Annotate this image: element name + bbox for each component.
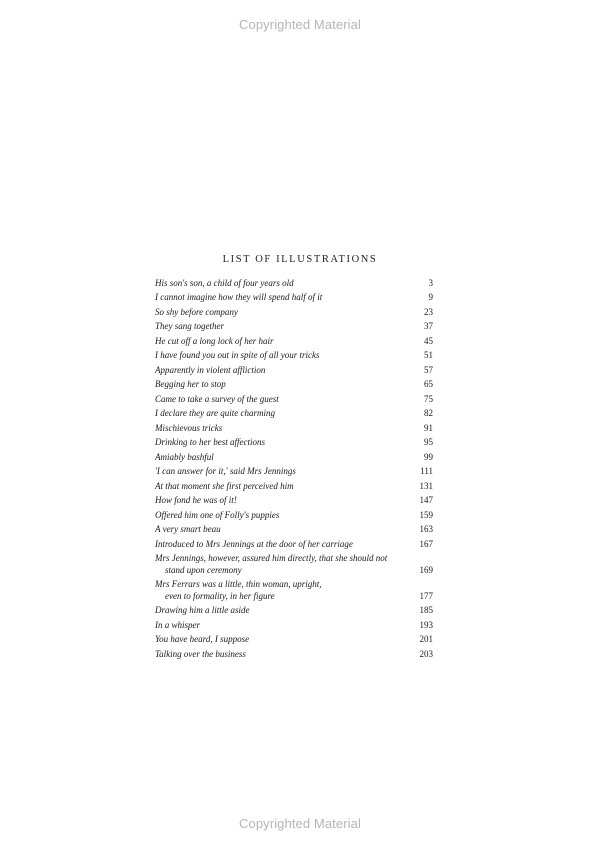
caption-line: 'I can answer for it,' said Mrs Jennings — [155, 466, 296, 477]
page-number: 159 — [419, 509, 433, 520]
caption-line: So shy before company — [155, 306, 238, 317]
list-item — [155, 423, 433, 435]
page-number: 57 — [424, 364, 433, 375]
page-number: 185 — [419, 605, 433, 616]
caption-line: Mrs Ferrars was a little, thin woman, upright, — [155, 579, 322, 590]
caption-line: How fond he was of it! — [155, 495, 237, 506]
illustration-caption — [155, 408, 403, 420]
list-item — [155, 481, 433, 493]
illustrations-list — [155, 278, 433, 663]
list-item — [155, 524, 433, 536]
illustration-caption — [155, 649, 403, 661]
page-number: 95 — [424, 437, 433, 448]
illustration-caption — [155, 481, 403, 493]
page-number: 37 — [424, 321, 433, 332]
page-title: LIST OF ILLUSTRATIONS — [222, 254, 378, 265]
list-item — [155, 495, 433, 507]
page-number: 3 — [428, 278, 433, 288]
page-number: 65 — [424, 379, 433, 390]
caption-line: Apparently in violent affliction — [155, 364, 266, 375]
list-item — [155, 605, 433, 617]
list-item — [155, 321, 433, 333]
list-item — [155, 307, 433, 319]
illustration-caption — [155, 336, 403, 348]
caption-line: I declare they are quite charming — [155, 408, 276, 419]
page-number: 169 — [419, 564, 433, 575]
caption-line: A very smart beau — [155, 524, 221, 535]
page-number: 9 — [428, 292, 433, 303]
illustration-caption — [155, 510, 403, 522]
list-item — [155, 394, 433, 406]
list-item — [155, 579, 433, 602]
page-number: 99 — [424, 451, 433, 462]
illustration-caption — [155, 539, 403, 551]
caption-line: Mischievous tricks — [155, 422, 223, 433]
caption-line: His son's son, a child of four years old — [155, 278, 294, 288]
caption-line: Offered him one of Folly's puppies — [155, 509, 280, 520]
page-number: 51 — [424, 350, 433, 361]
illustration-caption — [155, 379, 403, 391]
list-item — [155, 408, 433, 420]
page-number: 167 — [419, 538, 433, 549]
watermark-bottom: Copyrighted Material — [239, 816, 361, 831]
illustration-caption — [155, 278, 403, 290]
page-number: 201 — [419, 634, 433, 645]
illustration-caption — [155, 423, 403, 435]
caption-line: Talking over the business — [155, 648, 246, 659]
caption-line: I have found you out in spite of all your tricks — [155, 350, 320, 361]
list-item — [155, 539, 433, 551]
caption-line: Begging her to stop — [155, 379, 226, 390]
page-number: 131 — [419, 480, 433, 491]
illustration-caption — [155, 605, 403, 617]
illustration-caption — [155, 292, 403, 304]
illustration-caption — [155, 321, 403, 333]
illustration-caption — [155, 365, 403, 377]
caption-line: Drinking to her best affections — [155, 437, 265, 448]
illustration-caption — [155, 307, 403, 319]
page-number: 163 — [419, 524, 433, 535]
caption-line: He cut off a long lock of her hair — [155, 335, 274, 346]
list-item — [155, 379, 433, 391]
watermark-top: Copyrighted Material — [239, 17, 361, 32]
caption-line: stand upon ceremony — [165, 564, 242, 575]
caption-line: Drawing him a little aside — [155, 605, 250, 616]
list-item — [155, 649, 433, 661]
caption-line: In a whisper — [155, 619, 200, 630]
page-number: 45 — [424, 335, 433, 346]
page-number: 203 — [419, 648, 433, 659]
illustration-caption — [155, 437, 403, 449]
illustration-caption — [155, 524, 403, 536]
page-number: 91 — [424, 422, 433, 433]
list-item — [155, 620, 433, 632]
list-item — [155, 278, 433, 290]
caption-line: At that moment she first perceived him — [155, 480, 294, 491]
caption-line: Amiably bashful — [155, 451, 214, 462]
caption-line: Introduced to Mrs Jennings at the door of her carriage — [155, 538, 353, 549]
illustration-caption — [155, 553, 403, 576]
illustration-caption — [155, 350, 403, 362]
page-number: 193 — [419, 619, 433, 630]
page-number: 177 — [419, 590, 433, 601]
caption-line: They sang together — [155, 321, 224, 332]
page-number: 147 — [419, 495, 433, 506]
list-item — [155, 292, 433, 304]
illustration-caption — [155, 620, 403, 632]
list-item — [155, 437, 433, 449]
illustration-caption — [155, 634, 403, 646]
illustration-caption — [155, 394, 403, 406]
list-item — [155, 350, 433, 362]
list-item — [155, 452, 433, 464]
page-number: 82 — [424, 408, 433, 419]
list-item — [155, 553, 433, 576]
page-number: 75 — [424, 393, 433, 404]
illustration-caption — [155, 466, 403, 478]
list-item — [155, 466, 433, 478]
illustration-caption — [155, 495, 403, 507]
caption-line: Mrs Jennings, however, assured him directly, that she should not — [155, 553, 388, 564]
list-item — [155, 634, 433, 646]
illustration-caption — [155, 452, 403, 464]
caption-line: I cannot imagine how they will spend half of it — [155, 292, 323, 303]
illustration-caption — [155, 579, 403, 602]
caption-line: even to formality, in her figure — [165, 590, 275, 601]
list-item — [155, 510, 433, 522]
page-number: 23 — [424, 306, 433, 317]
caption-line: Came to take a survey of the guest — [155, 393, 279, 404]
list-item — [155, 365, 433, 377]
page-number: 111 — [420, 466, 433, 477]
list-item — [155, 336, 433, 348]
caption-line: You have heard, I suppose — [155, 634, 250, 645]
